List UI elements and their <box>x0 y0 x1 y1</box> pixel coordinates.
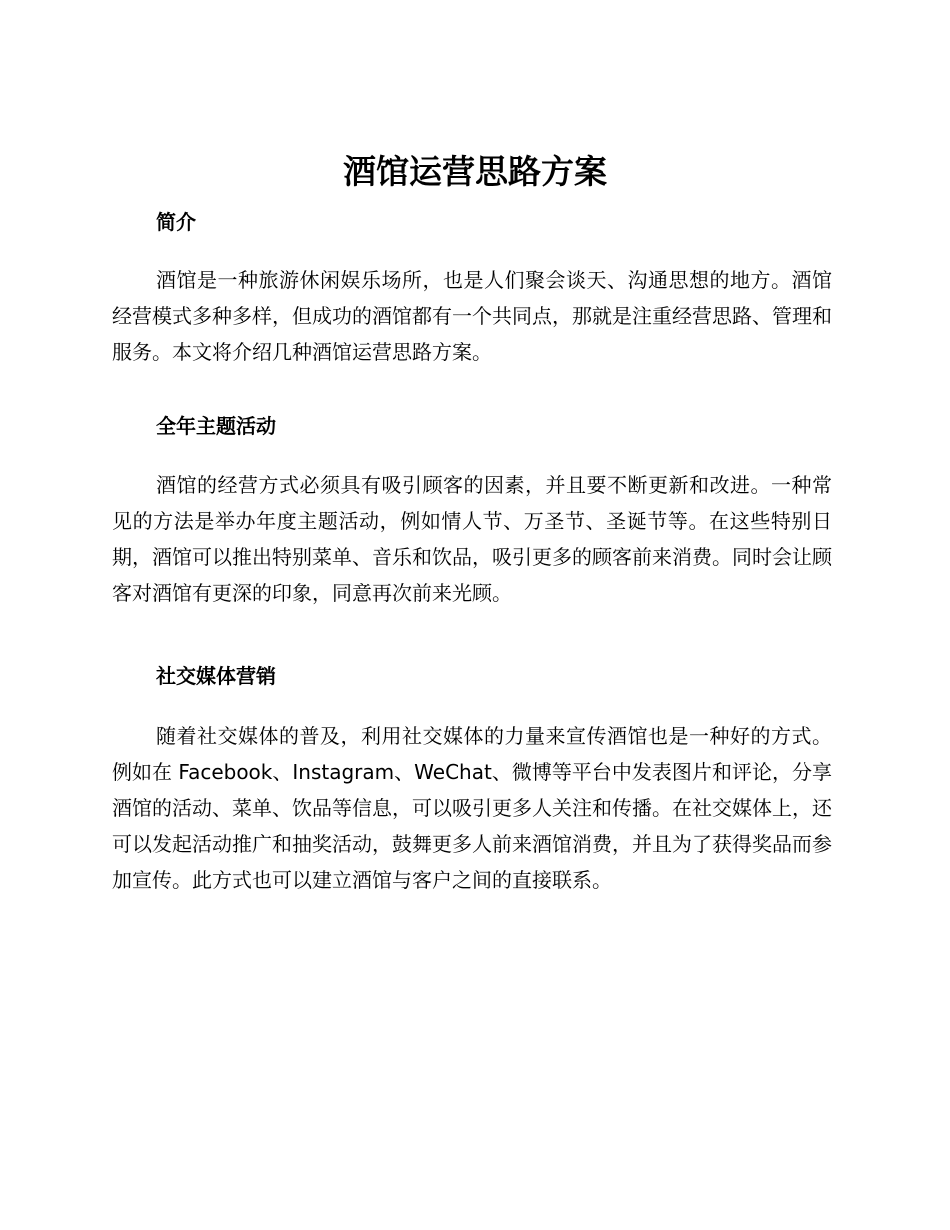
section-heading-annual-themes: 全年主题活动 <box>156 414 276 438</box>
section-heading-intro: 简介 <box>156 210 196 234</box>
section-paragraph-intro: 酒馆是一种旅游休闲娱乐场所，也是人们聚会谈天、沟通思想的地方。酒馆经营模式多种多样，但成功的酒馆都有一个共同点，那就是注重经营思路、管理和服务。本文将介绍几种酒馆运营思路方案。 <box>112 268 832 364</box>
section-paragraph-annual-themes: 酒馆的经营方式必须具有吸引顾客的因素，并且要不断更新和改进。一种常见的方法是举办年度主题活动，例如情人节、万圣节、圣诞节等。在这些特别日期，酒馆可以推出特别菜单、音乐和饮品，吸引更多的顾客前来消费。同时会让顾客对酒馆有更深的印象，同意再次前来光顾。 <box>112 473 832 605</box>
section-paragraph-social-media: 随着社交媒体的普及，利用社交媒体的力量来宣传酒馆也是一种好的方式。例如在 Facebook、Instagram、WeChat、微博等平台中发表图片和评论，分享酒馆的活动、菜单、饮品等信息，可以吸引更多人关注和传播。在社交媒体上，还可以发起活动推广和抽奖活动，鼓舞更多人前来酒馆消费，并且为了获得奖品而参加宣传。此方式也可以建立酒馆与客户之间的直接联系。 <box>112 724 832 892</box>
document-title: 酒馆运营思路方案 <box>343 152 607 191</box>
section-heading-social-media: 社交媒体营销 <box>156 664 276 688</box>
